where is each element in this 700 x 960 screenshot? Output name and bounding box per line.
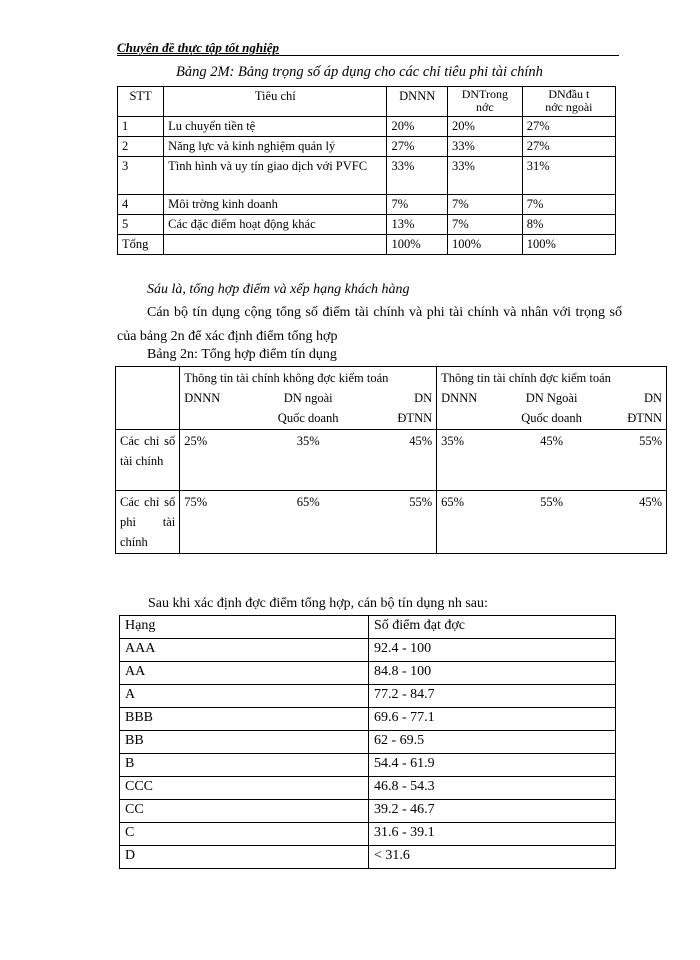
table-row xyxy=(120,662,616,685)
body-paragraph: Cán bộ tín dụng cộng tổng số điểm tài chính và phi tài chính và nhân với trọng số của bảng 2n để xác định điểm tổng hợp xyxy=(117,305,622,344)
table-row xyxy=(120,823,616,846)
value-dn-ngoai: 35% xyxy=(296,434,320,448)
header-stt: STT xyxy=(118,87,164,117)
group-header-unaudited xyxy=(180,367,437,430)
group-columns-audited xyxy=(441,388,662,428)
header-criteria: Tiêu chí xyxy=(164,87,387,117)
header-dn-trong-nuoc xyxy=(447,87,522,117)
header-dn-dautu-line1: DNđầu t xyxy=(548,87,590,101)
cell-dnt: 33% xyxy=(447,137,522,157)
col-dn: DN xyxy=(643,391,662,405)
row-values-audited xyxy=(437,491,667,554)
cell-criteria: Tình hình và uy tín giao dịch với PVFC xyxy=(164,157,387,195)
row-label: Các chỉ số tài chính xyxy=(116,430,180,491)
row-label: Các chỉ số phi tài chính xyxy=(116,491,180,554)
cell-stt: 4 xyxy=(118,195,164,215)
cell-stt: 3 xyxy=(118,157,164,195)
col-quoc-doanh: Quốc doanh xyxy=(277,411,339,425)
cell-dnnn: 13% xyxy=(387,215,447,235)
group-columns-unaudited xyxy=(184,388,432,428)
cell-score: 77.2 - 84.7 xyxy=(369,685,616,708)
table-row xyxy=(118,157,616,195)
col-dn-ngoai: DN ngoài xyxy=(283,391,333,405)
ranking-table xyxy=(119,615,616,869)
col-dtnn: ĐTNN xyxy=(627,411,662,425)
values-grid xyxy=(441,492,662,512)
row-values-audited xyxy=(437,430,667,491)
cell-score: 92.4 - 100 xyxy=(369,639,616,662)
cell-criteria: Lu chuyển tiền tệ xyxy=(164,117,387,137)
header-score: Số điểm đạt đợc xyxy=(369,616,616,639)
row-values-unaudited xyxy=(180,491,437,554)
col-dnnn: DNNN xyxy=(441,391,478,405)
cell-stt: 5 xyxy=(118,215,164,235)
cell-score: 69.6 - 77.1 xyxy=(369,708,616,731)
cell-dnt: 20% xyxy=(447,117,522,137)
values-grid xyxy=(184,431,432,451)
header-dn-trong-line1: DNTrong xyxy=(461,87,508,101)
col-quoc-doanh: Quốc doanh xyxy=(521,411,582,425)
table-2m xyxy=(117,86,616,255)
cell-dnt: 33% xyxy=(447,157,522,195)
cell-dnd: 27% xyxy=(522,137,615,157)
header-dn-trong-line2: nớc xyxy=(476,100,494,114)
col-dn-ngoai: DN Ngoài xyxy=(525,391,578,405)
table-row xyxy=(120,685,616,708)
table-2n-header-row xyxy=(116,367,667,430)
cell-criteria: Các đặc điểm hoạt động khác xyxy=(164,215,387,235)
table-row xyxy=(116,430,667,491)
cell-score: 84.8 - 100 xyxy=(369,662,616,685)
table-row xyxy=(118,117,616,137)
cell-dnd: 31% xyxy=(522,157,615,195)
cell-dnnn: 27% xyxy=(387,137,447,157)
value-dnnn: 75% xyxy=(184,495,208,509)
cell-score: 54.4 - 61.9 xyxy=(369,754,616,777)
table-row xyxy=(120,731,616,754)
ranking-caption: Sau khi xác định đợc điểm tổng hợp, cán bộ tín dụng nh sau: xyxy=(148,596,488,611)
table-row xyxy=(116,491,667,554)
ranking-header-row xyxy=(120,616,616,639)
table-row xyxy=(120,754,616,777)
value-dtnn: 45% xyxy=(409,434,433,448)
col-dtnn: ĐTNN xyxy=(397,411,433,425)
table-row xyxy=(120,846,616,869)
table-total-row xyxy=(118,235,616,255)
table-2n xyxy=(115,366,667,554)
value-dn-ngoai: 55% xyxy=(540,495,564,509)
cell-rank: AAA xyxy=(120,639,369,662)
value-dnnn: 25% xyxy=(184,434,208,448)
cell-rank: BB xyxy=(120,731,369,754)
group-title-unaudited: Thông tin tài chính không đợc kiểm toán xyxy=(184,371,389,385)
values-grid xyxy=(184,492,432,512)
cell-rank: CCC xyxy=(120,777,369,800)
cell-stt: Tổng xyxy=(118,235,164,255)
table-2m-caption: Bảng 2M: Bảng trọng số áp dụng cho các chỉ tiêu phi tài chính xyxy=(176,64,543,80)
table-row xyxy=(120,639,616,662)
header-rule xyxy=(117,55,619,56)
col-spacer xyxy=(184,408,257,428)
header-dn-dautu-line2: nớc ngoài xyxy=(545,100,593,114)
cell-dnd: 8% xyxy=(522,215,615,235)
col-spacer xyxy=(441,408,506,428)
col-dn: DN xyxy=(414,391,433,405)
section-title: Sáu là, tổng hợp điểm và xếp hạng khách hàng xyxy=(147,282,410,297)
cell-dnt: 100% xyxy=(447,235,522,255)
row-values-unaudited xyxy=(180,430,437,491)
cell-rank: CC xyxy=(120,800,369,823)
cell-score: 46.8 - 54.3 xyxy=(369,777,616,800)
cell-stt: 1 xyxy=(118,117,164,137)
cell-dnd: 7% xyxy=(522,195,615,215)
cell-score: < 31.6 xyxy=(369,846,616,869)
values-grid xyxy=(441,431,662,451)
cell-stt: 2 xyxy=(118,137,164,157)
table-2m-header-row xyxy=(118,87,616,117)
cell-dnt: 7% xyxy=(447,195,522,215)
table-row xyxy=(120,800,616,823)
header-dnnn: DNNN xyxy=(387,87,447,117)
table-row xyxy=(118,137,616,157)
table-2n-caption: Bảng 2n: Tổng hợp điểm tín dụng xyxy=(147,347,337,362)
cell-rank: D xyxy=(120,846,369,869)
value-dtnn: 55% xyxy=(409,495,433,509)
value-dnnn: 65% xyxy=(441,495,465,509)
cell-criteria: Năng lực và kinh nghiệm quản lý xyxy=(164,137,387,157)
value-dn-ngoai: 65% xyxy=(296,495,320,509)
table-row xyxy=(120,708,616,731)
cell-dnd: 27% xyxy=(522,117,615,137)
cell-dnnn: 100% xyxy=(387,235,447,255)
value-dnnn: 35% xyxy=(441,434,465,448)
cell-rank: BBB xyxy=(120,708,369,731)
cell-dnd: 100% xyxy=(522,235,615,255)
table-row xyxy=(118,195,616,215)
cell-dnnn: 33% xyxy=(387,157,447,195)
table-row xyxy=(120,777,616,800)
cell-dnnn: 20% xyxy=(387,117,447,137)
empty-header-cell xyxy=(116,367,180,430)
value-dtnn: 55% xyxy=(639,434,662,448)
value-dn-ngoai: 45% xyxy=(540,434,564,448)
value-dtnn: 45% xyxy=(639,495,662,509)
cell-rank: B xyxy=(120,754,369,777)
cell-criteria: Môi trờng kinh doanh xyxy=(164,195,387,215)
col-dnnn: DNNN xyxy=(184,391,221,405)
cell-score: 31.6 - 39.1 xyxy=(369,823,616,846)
cell-dnt: 7% xyxy=(447,215,522,235)
cell-criteria xyxy=(164,235,387,255)
cell-rank: A xyxy=(120,685,369,708)
group-header-audited xyxy=(437,367,667,430)
header-rank: Hạng xyxy=(120,616,369,639)
cell-rank: C xyxy=(120,823,369,846)
header-dn-dau-tu xyxy=(522,87,615,117)
cell-score: 62 - 69.5 xyxy=(369,731,616,754)
cell-rank: AA xyxy=(120,662,369,685)
running-header: Chuyên đề thực tập tốt nghiệp xyxy=(117,40,279,55)
cell-dnnn: 7% xyxy=(387,195,447,215)
group-title-audited: Thông tin tài chính đợc kiểm toán xyxy=(441,371,611,385)
cell-score: 39.2 - 46.7 xyxy=(369,800,616,823)
table-row xyxy=(118,215,616,235)
